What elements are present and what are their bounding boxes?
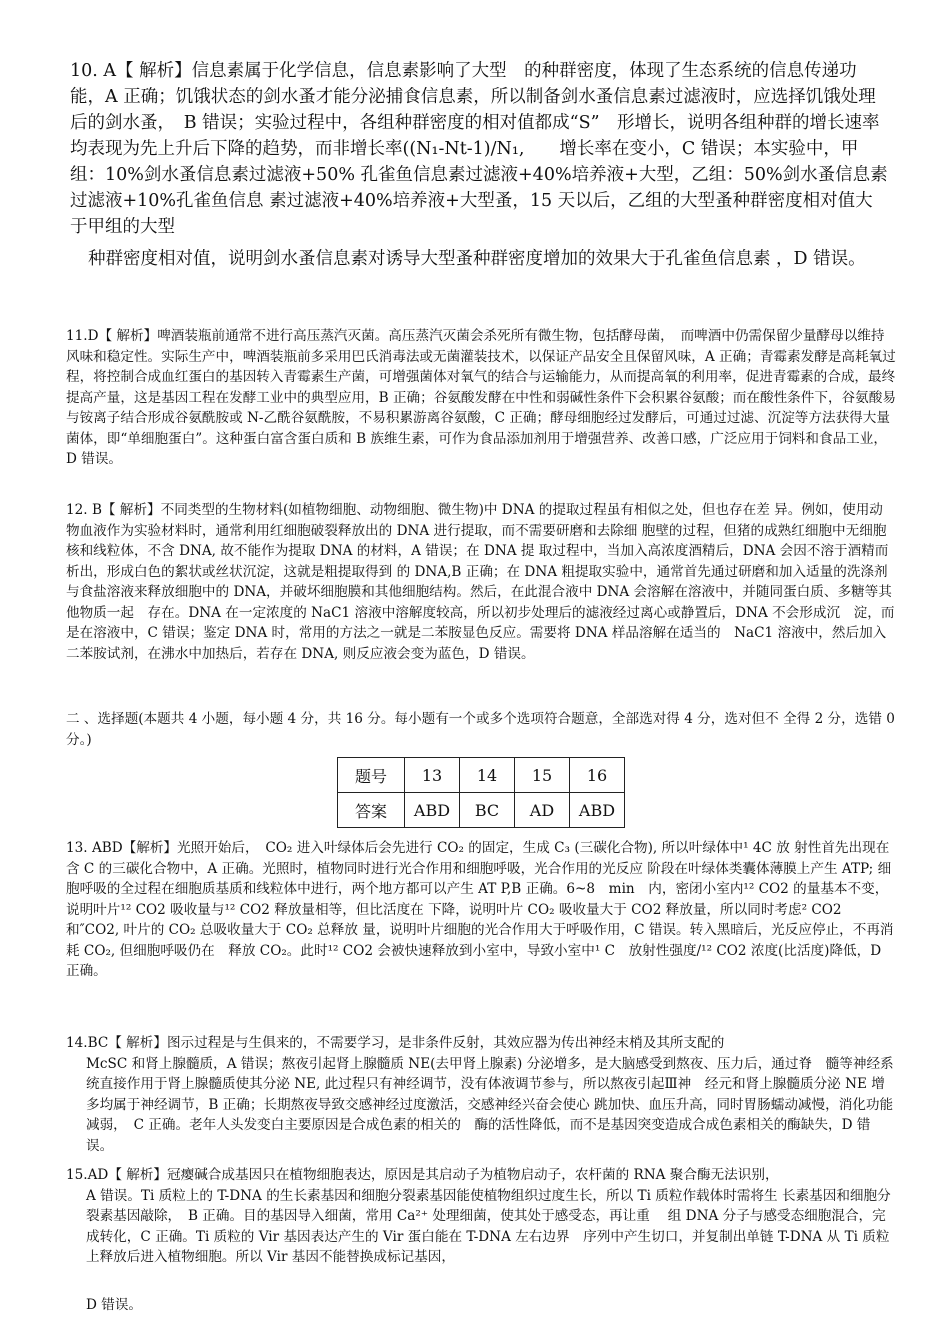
explanation-q10	[70, 58, 890, 272]
q15-first-line: 15.AD【 解析】冠瘿碱合成基因只在植物细胞表达，原因是其启动子为植物启动子，农杆菌的 RNA 聚合酶无法识别，	[66, 1167, 779, 1183]
table-cell-number: 13	[405, 758, 460, 793]
q13-text: 13. ABD【解析】光照开始后， CO₂ 进入叶绿体后会先进行 CO₂ 的固定，生成 C₃ (三碳化合物), 所以叶绿体中¹ 4C 放 射性首先出现在含 C 的三碳化合物中，A 正确。光照时，植物同时进行光合作用和细胞呼吸，光合作用的光反应 阶段在叶绿体类囊体薄膜上产生 ATP; 细胞呼吸的全过程在细胞质基质和线粒体中进行，两个地方都可以产生 AT P,B 正确。6~8 min 内，密闭小室内¹² CO2 的量基本不变，说明叶片¹² CO2 吸收量与¹² CO2 释放量相等，但比活度在 下降，说明叶片 CO₂ 吸收量大于 CO2 释放量，所以同时考虑² CO2 和″CO2, 叶片的 CO₂ 总吸收量大于 CO₂ 总释放 量，说明叶片细胞的光合作用大于呼吸作用，C 错误。转入黑暗后，光反应停止，不再消耗 CO₂, 但细胞呼吸仍在 释放 CO₂。此时¹² CO2 会被快速释放到小室中，导致小室中¹ C 放射性强度/¹² CO2 浓度(比活度)降低，D 正确。	[66, 840, 894, 979]
explanation-q15	[66, 1165, 896, 1268]
q14-body: McSC 和肾上腺髓质，A 错误；熬夜引起肾上腺髓质 NE(去甲肾上腺素) 分泌增多，是大脑感受到熬夜、压力后，通过脊 髓等神经系统直接作用于肾上腺髓质使其分泌 NE, 此过程只有神经调节，没有体液调节参与，所以熬夜引起Ⅲ神 经元和肾上腺髓质分泌 NE 增多均属于神经调节，B 正确；长期熬夜导致交感神经过度激活，交感神经兴奋会使心 跳加快、血压升高，同时胃肠蠕动减慢，消化功能减弱， C 正确。老年人头发变白主要原因是合成色素的相关的 酶的活性降低，而不是基因突变造成合成色素相关的酶缺失，D 错误。	[86, 1055, 894, 1154]
q11-text: 11.D【 解析】啤酒装瓶前通常不进行高压蒸汽灭菌。高压蒸汽灭菌会杀死所有微生物，包括酵母菌， 而啤酒中仍需保留少量酵母以维持风味和稳定性。实际生产中，啤酒装瓶前多采用巴氏消毒法或无菌灌装技术，以保证产品安全且保留风味，A 正确；青霉素发酵是高耗氧过程，将控制合成血红蛋白的基因转入青霉素生产菌，可增强菌体对氧气的结合与运输能力，从而提高氧的利用率，促进青霉素的合成，最终提高产量，这是基因工程在发酵工业中的典型应用，B 正确；谷氨酸发酵在中性和弱碱性条件下会积累谷氨酸；而在酸性条件下，谷氨酸易与铵离子结合形成谷氨酰胺或 N-乙酰谷氨酰胺，不易积累游离谷氨酸，C 正确；酵母细胞经过发酵后，可通过过滤、沉淀等方法获得大量菌体，即“单细胞蛋白”。这种蛋白富含蛋白质和 B 族维生素，可作为食品添加剂用于增强营养、改善口感，广泛应用于饲料和食品工业，D 错误。	[66, 328, 896, 467]
section-2-heading: 二 、选择题(本题共 4 小题，每小题 4 分，共 16 分。每小题有一个或多个选项符合题意，全部选对得 4 分，选对但不 全得 2 分，选错 0 分。)	[66, 711, 895, 748]
answer-table-row-numbers	[338, 758, 625, 793]
section-heading-multiple-choice	[66, 709, 896, 750]
table-cell-answer: BC	[460, 793, 515, 828]
table-cell-answer: ABD	[570, 793, 625, 828]
table-cell-answer: ABD	[405, 793, 460, 828]
table-cell-answer: AD	[515, 793, 570, 828]
table-header-question-number: 题号	[338, 758, 405, 793]
table-cell-number: 16	[570, 758, 625, 793]
explanation-q13	[66, 838, 896, 982]
q15-body: A 错误。Ti 质粒上的 T-DNA 的生长素基因和细胞分裂素基因能使植物组织过度生长，所以 Ti 质粒作载体时需将生 长素基因和细胞分裂素基因敲除， B 正确。目的基因导入细菌，常用 Ca²⁺ 处理细菌，使其处于感受态，再让重 组 DNA 分子与感受态细胞混合，完成转化，C 正确。Ti 质粒的 Vir 基因表达产生的 Vir 蛋白能在 T-DNA 左右边界 序列中产生切口，并复制出单链 T-DNA 从 Ti 质粒上释放后进入植物细胞。所以 Vir 基因不能替换成标记基因，	[86, 1187, 891, 1265]
q10-paragraph: 10. A【 解析】信息素属于化学信息，信息素影响了大型 的种群密度，体现了生态系统的信息传递功能，A 正确；饥饿状态的剑水蚤才能分泌捕食信息素，所以制备剑水蚤信息素过滤液时，应选择饥饿处理后的剑水蚤， B 错误；实验过程中，各组种群密度的相对值都成“S” 形增长，说明各组种群的增长速率均表现为先上升后下降的趋势，而非增长率((N₁-Nt-1)/N₁, 增长率在变小，C 错误；本实验中，甲组：10%剑水蚤信息素过滤液+50% 孔雀鱼信息素过滤液+40%培养液+大型，乙组：50%剑水蚤信息素过滤液+10%孔雀鱼信息 素过滤液+40%培养液+大型蚤，15 天以后，乙组的大型蚤种群密度相对值大于甲组的大型	[70, 61, 888, 237]
q15-conclusion: D 错误。	[86, 1297, 143, 1313]
table-header-answer: 答案	[338, 793, 405, 828]
explanation-q14	[66, 1033, 896, 1156]
table-cell-number: 15	[515, 758, 570, 793]
q12-text: 12. B【 解析】不同类型的生物材料(如植物细胞、动物细胞、微生物)中 DNA 的提取过程虽有相似之处，但也存在差 异。例如，使用动物血液作为实验材料时，通常利用红细胞破裂释放出的 DNA 进行提取，而不需要研磨和去除细 胞壁的过程，但猪的成熟红细胞中无细胞核和线粒体，不含 DNA, 故不能作为提取 DNA 的材料，A 错误；在 DNA 提 取过程中，当加入高浓度酒精后，DNA 会因不溶于酒精而析出，形成白色的絮状或丝状沉淀，这就是粗提取得到 的 DNA,B 正确；在 DNA 粗提取实验中，通常首先通过研磨和加入适量的洗涤剂与食盐溶液来释放细胞中的 DNA，并破坏细胞膜和其他细胞结构。然后，在此混合液中 DNA 会溶解在溶液中，并随同蛋白质、多糖等其他物质一起 存在。DNA 在一定浓度的 NaC1 溶液中溶解度较高，所以初步处理后的滤液经过离心或静置后，DNA 不会形成沉 淀，而是在溶液中，C 错误；鉴定 DNA 时，常用的方法之一就是二苯胺显色反应。需要将 DNA 样品溶解在适当的 NaC1 溶液中，然后加入二苯胺试剂，在沸水中加热后，若存在 DNA, 则反应液会变为蓝色，D 错误。	[66, 502, 895, 662]
q14-first-line: 14.BC【 解析】图示过程是与生俱来的，不需要学习，是非条件反射，其效应器为传出神经末梢及其所支配的	[66, 1035, 725, 1051]
table-cell-number: 14	[460, 758, 515, 793]
explanation-q12	[66, 500, 896, 664]
answer-table-row-answers	[338, 793, 625, 828]
answer-table	[337, 757, 625, 828]
q10-continuation: 种群密度相对值，说明剑水蚤信息素对诱导大型蚤种群密度增加的效果大于孔雀鱼信息素 ，D 错误。	[88, 249, 866, 269]
explanation-q11	[66, 326, 896, 470]
